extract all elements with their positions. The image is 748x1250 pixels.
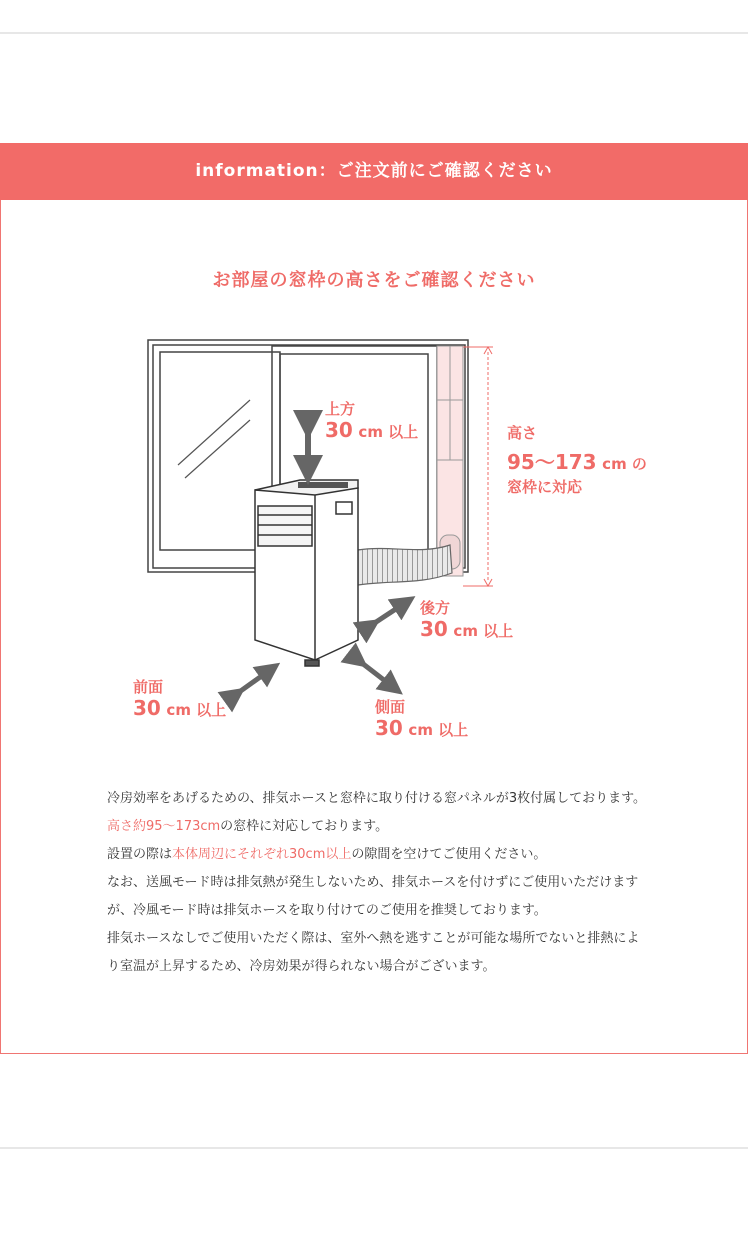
description-paragraph-1: 冷房効率をあげるための、排気ホースと窓枠に取り付ける窓パネルが3枚付属しております。高さ約95～173cmの窓枠に対応しております。 [107,791,647,834]
air-conditioner-unit [255,480,358,666]
bottom-divider [0,1147,748,1149]
top-clearance-label: 上方 30 cm 以上 [325,400,419,442]
side-clearance-arrow-icon [358,660,393,687]
top-divider [0,32,748,34]
side-clearance-label: 側面 30 cm 以上 [375,698,469,740]
glass-reflection-icon [178,400,250,478]
back-clearance-label: 後方 30 cm 以上 [420,599,514,641]
front-clearance-arrow-icon [235,670,270,695]
height-highlight: 高さ約95～173cm [107,819,221,834]
height-label: 高さ 95～173 cm の 窓枠に対応 [507,424,647,496]
front-clearance-label: 前面 30 cm 以上 [133,678,227,720]
exhaust-hose [358,545,452,585]
window-panel [437,346,463,576]
back-clearance-arrow-icon [370,603,405,626]
description-paragraph-3: なお、送風モード時は排気熱が発生しないため、排気ホースを付けずにご使用いただけますが、冷風モード時は排気ホースを取り付けてのご使用を推奨しております。 [107,875,639,918]
description-text [107,785,652,981]
clearance-highlight: 本体周辺にそれぞれ30cm以上 [172,847,352,862]
section-title: お部屋の窓枠の高さをご確認ください [212,270,536,291]
description-paragraph-2: 設置の際は本体周辺にそれぞれ30cm以上の隙間を空けてご使用ください。 [107,847,547,862]
description-paragraph-4: 排気ホースなしでご使用いただく際は、室外へ熱を逃すことが可能な場所でないと排熱により室温が上昇するため、冷房効果が得られない場合がございます。 [107,931,640,974]
information-banner: information：ご注文前にご確認ください [0,143,748,200]
